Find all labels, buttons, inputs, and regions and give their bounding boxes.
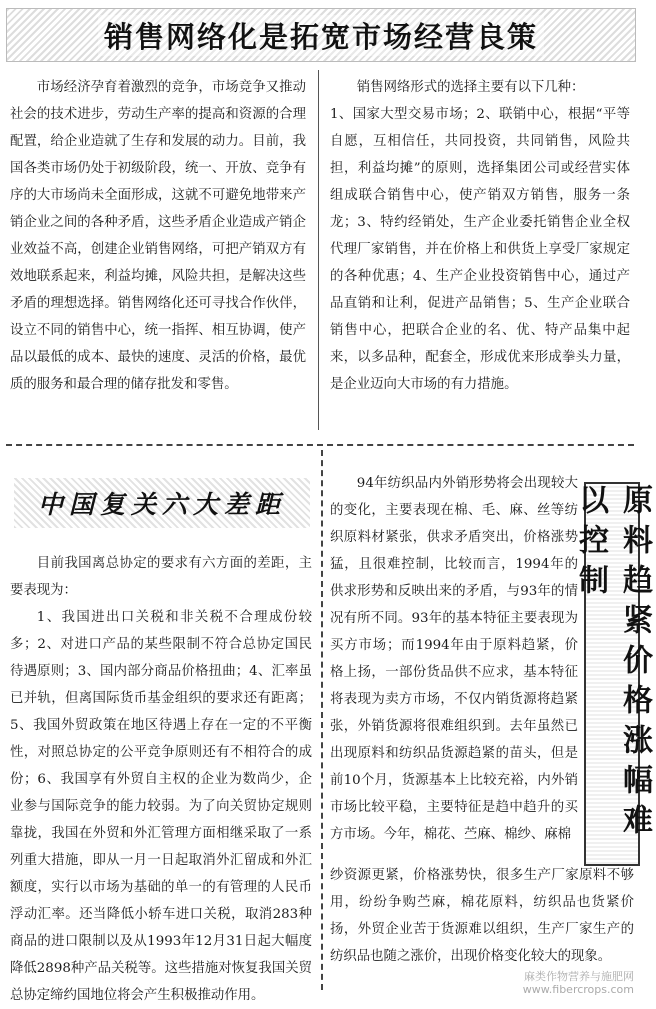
horizontal-dashed-divider (6, 444, 634, 446)
paragraph: 市场经济孕育着激烈的竞争，市场竞争又推动社会的技术进步，劳动生产率的提高和资源的合理配置，给企业造就了生存和发展的动力。目前，我国各类市场仍处于初级阶段，统一、开放、竞争有序的大市场尚未全面形成，这就不可避免地带来产销企业之间的各种矛盾，这些矛盾企业造成产销企业效益不高，创建企业销售网络，可把产销双方有效地联系起来，利益均摊，风险共担，是解决这些矛盾的理想选择。销售网络化还可寻找合作伙伴，设立不同的销售中心，统一指挥、相互协调，使产品以最低的成本、最快的速度、灵活的价格，最优质的服务和最合理的储存批发和零售。 (10, 80, 306, 392)
headline-bottom-left: 中国复关六大差距 (37, 490, 286, 519)
article-network-sales-right-column (330, 74, 630, 430)
paragraph: 销售网络形式的选择主要有以下几种： (356, 80, 585, 95)
article-network-sales-left-column (10, 74, 306, 430)
headline-banner-top (6, 8, 636, 62)
watermark-line2: www.fibercrops.com (522, 983, 634, 996)
headline-vertical: 原料趋紧价格涨幅难以控制 (573, 484, 652, 844)
paragraph: 1、国家大型交易市场；2、联销中心，根据“平等自愿，互相信任，共同投资，共同销售，风险共担，利益均摊”的原则，选择集团公司或经营实体组成联合销售中心，使产销双方销售，服务一条龙；3、特约经销处，生产企业委托销售企业全权代理厂家销售，并在价格上和供货上享受厂家规定的各种优惠；4、生产企业投资销售中心，通过产品直销和让利，促进产品销售；5、生产企业联合销售中心，把联合企业的名、优、特产品集中起来，以多品种，配套全，形成优来形成拳头力量，是企业迈向大市场的有力措施。 (330, 107, 630, 392)
vertical-dashed-divider (321, 450, 323, 990)
watermark (523, 970, 634, 996)
column-divider-top (318, 70, 319, 430)
article-textile-materials (330, 470, 578, 862)
paragraph: 1、我国进出口关税和非关税不合理成份较多；2、对进口产品的某些限制不符合总协定国民待遇原则；3、国内部分商品价格扭曲；4、汇率虽已并轨，但离国际货币基金组织的要求还有距离；5、我国外贸政策在地区待遇上存在一定的不平衡性，对照总协定的公平竞争原则还有不相符合的成份；6、我国享有外贸自主权的企业为数尚少，企业参与国际竞争的能力较弱。为了向关贸协定规则靠拢，我国在外贸和外汇管理方面相继采取了一系列重大措施，即从一月一日起取消外汇留成和外汇额度，实行以市场为基础的单一的有管理的人民币浮动汇率。还当降低小轿车进口关税，取消283种商品的进口限制以及从1993年12月31日起大幅度降低2898种产品关税等。这些措施对恢复我国关贸总协定缔约国地位将会产生积极推动作用。 (10, 610, 312, 1003)
article-gatt-gaps (10, 550, 312, 1003)
paragraph-continued: 纱资源更紧，价格涨势快，很多生产厂家原料不够用，纷纷争购苎麻，棉花原料，纺织品也货紧价扬，外贸企业苦于货源难以组织，生产厂家生产的纺织品也随之涨价，出现价格变化较大的现象。 (330, 868, 634, 964)
headline-vertical-box (573, 482, 652, 866)
paragraph: 目前我国离总协定的要求有六方面的差距，主要表现为： (10, 556, 312, 598)
headline-top: 销售网络化是拓宽市场经营良策 (98, 15, 544, 56)
headline-banner-bottom-left (14, 478, 310, 528)
watermark-line1: 麻类作物营养与施肥网 (524, 970, 634, 983)
paragraph: 94年纺织品内外销形势将会出现较大的变化，主要表现在棉、毛、麻、丝等纺织原料材紧张，供求矛盾突出，价格涨势猛，且很难控制，比较而言，1994年的供求形势和反映出来的矛盾，与93年的情况有所不同。93年的基本特征主要表现为买方市场；而1994年由于原料趋紧，价格上扬，一部份货品供不应求，基本特征将表现为卖方市场，不仅内销货源将趋紧张，外销货源将很难组织到。去年虽然已出现原料和纺织品货源趋紧的苗头，但是前10个月，货源基本上比较充裕，内外销市场比较平稳，主要特征是趋中趋升的买方市场。今年，棉花、苎麻、棉纱、麻棉 (330, 476, 578, 842)
